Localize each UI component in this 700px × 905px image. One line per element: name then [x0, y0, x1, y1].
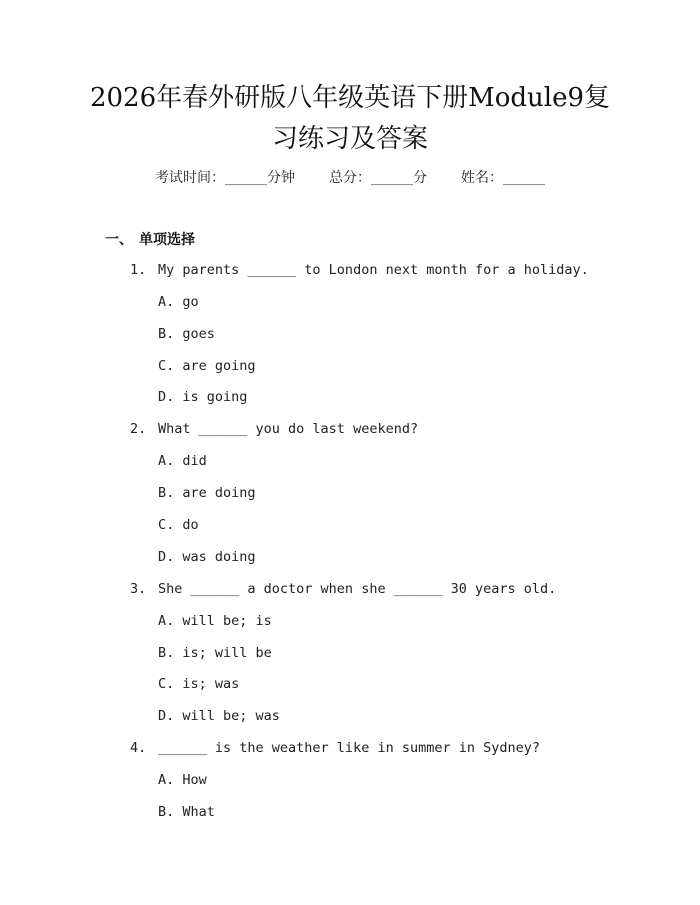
question-number: 4. — [130, 740, 147, 756]
question-text: ______ is the weather like in summer in Sydney? — [158, 740, 541, 756]
answer-option: A. did — [158, 453, 207, 469]
exam-time-field: 考试时间：______分钟 — [155, 170, 295, 186]
title-line-2: 习练习及答案 — [271, 124, 428, 154]
document-title — [60, 78, 640, 160]
title-line-1: 2026年春外研版八年级英语下册Module9复 — [89, 83, 611, 113]
answer-option: B. is; will be — [158, 645, 272, 661]
answer-option: A. How — [158, 772, 207, 788]
exam-meta — [0, 167, 700, 187]
question-text: She ______ a doctor when she ______ 30 years old. — [158, 581, 557, 597]
question-number: 3. — [130, 581, 147, 597]
student-name-field: 姓名：______ — [461, 170, 545, 186]
answer-option: C. do — [158, 517, 199, 533]
question-number: 2. — [130, 421, 147, 437]
total-score-field: 总分：______分 — [329, 170, 427, 186]
question-text: What ______ you do last weekend? — [158, 421, 419, 437]
answer-option: C. is; was — [158, 676, 240, 692]
answer-option: B. What — [158, 804, 215, 820]
question-number: 1. — [130, 262, 147, 278]
answer-option: D. is going — [158, 389, 248, 405]
section-title: 单项选择 — [139, 232, 195, 248]
question-text: My parents ______ to London next month for a holiday. — [158, 262, 589, 278]
answer-option: C. are going — [158, 358, 256, 374]
section-number: 一、 — [105, 232, 133, 248]
answer-option: D. will be; was — [158, 708, 280, 724]
answer-option: A. go — [158, 294, 199, 310]
section-heading — [105, 229, 195, 249]
answer-option: B. are doing — [158, 485, 256, 501]
answer-option: B. goes — [158, 326, 215, 342]
answer-option: D. was doing — [158, 549, 256, 565]
answer-option: A. will be; is — [158, 613, 272, 629]
